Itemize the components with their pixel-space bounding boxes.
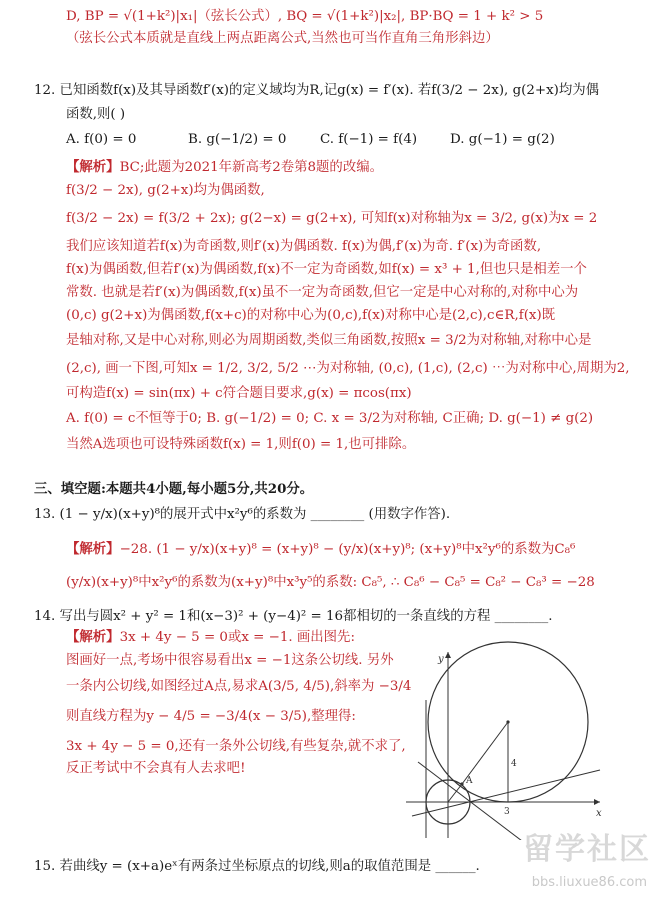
- q12-sol-line-7: 是轴对称,又是中心对称,则必为周期函数,类似三角函数,按照x = 3/2为对称轴,对称中心是: [66, 333, 592, 348]
- q12-sol-line-11: 当然A选项也可设特殊函数f(x) = 1,则f(0) = 1,也可排除。: [66, 437, 416, 452]
- q12-sol-line-5: 常数. 也就是若f′(x)为偶函数,f(x)虽不一定为奇函数,但它一定是中心对称的,对称中心为: [66, 285, 579, 300]
- q14-answer-line-2: 图画好一点,考场中很容易看出x = −1这条公切线. 另外: [66, 653, 394, 668]
- q12-answer-tag: 【解析】: [66, 159, 120, 175]
- q12-answer-head: [66, 158, 383, 177]
- q12-option-d: D. g(−1) = g(2): [450, 132, 555, 147]
- q12-sol-line-6: (0,c) g(2+x)为偶函数,f(x+c)的对称中心为(0,c),f(x)对称中心是(2,c),c∈R,f(x)既: [66, 308, 556, 323]
- q12-answer-text: BC;此题为2021年新高考2卷第8题的改编。: [119, 160, 383, 175]
- q14-answer-line-3: 一条内公切线,如图经过A点,易求A(3/5, 4/5),斜率为 −3/4: [66, 679, 412, 694]
- label-4: 4: [511, 759, 517, 769]
- q12-sol-line-10: A. f(0) = c不恒等于0; B. g(−1/2) = 0; C. x = 3/2为对称轴, C正确; D. g(−1) ≠ g(2): [66, 411, 594, 426]
- q14-tangent-figure: [400, 640, 610, 840]
- watermark-url: bbs.liuxue86.com: [531, 875, 647, 890]
- q12-option-a: A. f(0) = 0: [66, 132, 137, 147]
- section-3-heading: 三、填空题:本题共4小题,每小题5分,共20分。: [34, 481, 314, 497]
- label-A: A: [466, 776, 473, 786]
- top-line-1: D, BP = √(1+k²)|x₁|（弦长公式）, BQ = √(1+k²)|x₂|, BP·BQ = 1 + k² > 5: [66, 9, 544, 24]
- q14-answer-line-5: 3x + 4y − 5 = 0,还有一条外公切线,有些复杂,就不求了,: [66, 739, 406, 754]
- y-axis-arrow-icon: [445, 652, 451, 658]
- q14-answer-line-4: 则直线方程为y − 4/5 = −3/4(x − 3/5),整理得:: [66, 709, 356, 724]
- y-axis-label: y: [438, 654, 444, 665]
- q12-sol-line-1: f(3/2 − 2x), g(2+x)均为偶函数,: [66, 183, 265, 198]
- top-line-2: （弦长公式本质就是直线上两点距离公式,当然也可当作直角三角形斜边）: [66, 31, 499, 46]
- q13-answer-line-1: [66, 540, 575, 559]
- q14-answer-text-1: 3x + 4y − 5 = 0或x = −1. 画出图先:: [119, 630, 355, 645]
- center-line: [462, 722, 508, 784]
- q12-sol-line-9: 可构造f(x) = sin(πx) + c符合题目要求,g(x) = πcos(πx): [66, 386, 412, 401]
- q14-stem: 14. 写出与圆x² + y² = 1和(x−3)² + (y−4)² = 16都相切的一条直线的方程 ________.: [34, 609, 553, 624]
- q13-stem: 13. (1 − y/x)(x+y)⁸的展开式中x²y⁶的系数为 ________ (用数字作答).: [34, 507, 451, 522]
- q12-option-b: B. g(−1/2) = 0: [188, 132, 287, 147]
- q15-stem: 15. 若曲线y = (x+a)eˣ有两条过坐标原点的切线,则a的取值范围是 ______.: [34, 859, 480, 874]
- q14-answer-tag: 【解析】: [66, 629, 120, 645]
- q12-sol-line-8: (2,c), 画一下图,可知x = 1/2, 3/2, 5/2 ⋯为对称轴, (0,c), (1,c), (2,c) ⋯为对称中心,周期为2,: [66, 361, 630, 376]
- q13-answer-tag: 【解析】: [66, 541, 120, 557]
- q12-sol-line-3: 我们应该知道若f(x)为奇函数,则f′(x)为偶函数. f(x)为偶,f′(x)为奇. f′(x)为奇函数,: [66, 239, 542, 254]
- q12-sol-line-4: f(x)为偶函数,但若f′(x)为偶函数,f(x)不一定为奇函数,如f(x) = x³ + 1,但也只是相差一个: [66, 262, 587, 277]
- q12-option-c: C. f(−1) = f(4): [320, 132, 418, 147]
- q14-answer-line-6: 反正考试中不会真有人去求吧!: [66, 761, 246, 776]
- q13-answer-text-1: −28. (1 − y/x)(x+y)⁸ = (x+y)⁸ − (y/x)(x+y)⁸; (x+y)⁸中x²y⁶的系数为C₈⁶: [119, 542, 576, 557]
- x-axis-label: x: [596, 808, 602, 819]
- q12-stem-1: 12. 已知函数f(x)及其导函数f′(x)的定义域均为R,记g(x) = f′(x). 若f(3/2 − 2x), g(2+x)均为偶: [34, 83, 600, 98]
- x-axis-arrow-icon: [594, 799, 600, 805]
- q12-stem-2: 函数,则( ): [66, 107, 126, 122]
- q12-sol-line-2: f(3/2 − 2x) = f(3/2 + 2x); g(2−x) = g(2+x), 可知f(x)对称轴为x = 3/2, g(x)为x = 2: [66, 211, 598, 226]
- label-3: 3: [504, 807, 510, 817]
- q13-answer-line-2: (y/x)(x+y)⁸中x²y⁶的系数为(x+y)⁸中x³y⁵的系数: C₈⁵, ∴ C₈⁶ − C₈⁵ = C₈² − C₈³ = −28: [66, 575, 595, 590]
- big-circle-center: [506, 720, 509, 723]
- point-A: [460, 782, 463, 785]
- q14-answer-line-1: [66, 628, 355, 647]
- watermark-logo: 留学社区: [523, 832, 651, 867]
